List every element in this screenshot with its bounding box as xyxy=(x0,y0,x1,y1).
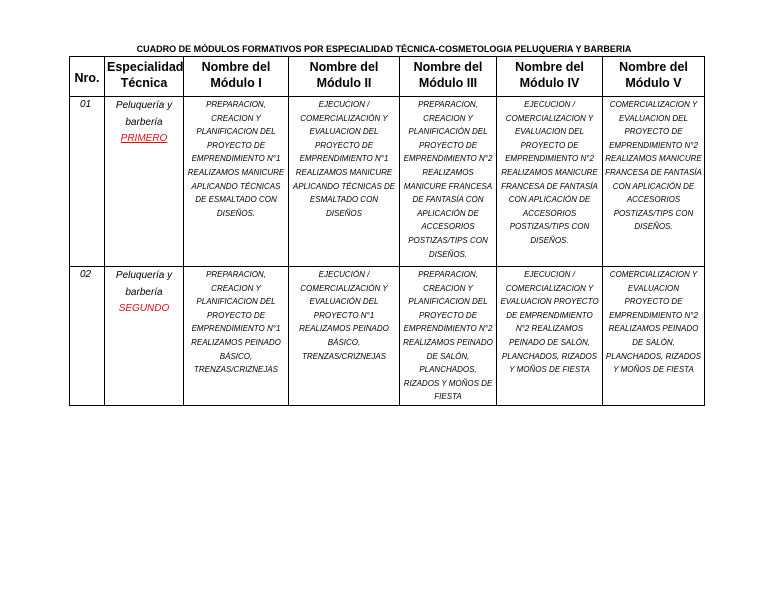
modulo-5-cell: COMERCIALIZACION Y EVALUACION DEL PROYECTO DE EMPRENDIMIENTO N°2 REALIZAMOS MANICURE FRANCESA DE FANTASÍA CON APLICACIÓN DE ACCESORIOS POSTIZAS/TIPS CON DISEÑOS. xyxy=(603,97,705,267)
modulo-2-cell: EJECUCIÓN / COMERCIALIZACIÓN Y EVALUACIÓN DEL PROYECTO N°1 REALIZAMOS PEINADO BÁSICO, TRENZAS/CRIZNEJAS xyxy=(289,267,400,406)
table-row xyxy=(70,97,705,267)
document-title: CUADRO DE MÓDULOS FORMATIVOS POR ESPECIALIDAD TÉCNICA-COSMETOLOGIA PELUQUERIA Y BARBERIA xyxy=(136,44,632,54)
modulo-2-cell: EJECUCION / COMERCIALIZACIÓN Y EVALUACION DEL PROYECTO DE EMPRENDIMIENTO N°1 REALIZAMOS MANICURE APLICANDO TÉCNICAS DE ESMALTADO CON DISEÑOS xyxy=(289,97,400,267)
table-row xyxy=(70,267,705,406)
header-modulo-3: Nombre del Módulo III xyxy=(400,57,497,97)
row-especialidad xyxy=(105,267,184,406)
header-modulo-2: Nombre del Módulo II xyxy=(289,57,400,97)
table-header-row xyxy=(70,57,705,97)
header-modulo-1: Nombre del Módulo I xyxy=(184,57,289,97)
header-nro: Nro. xyxy=(70,57,105,97)
modulo-1-cell: PREPARACION, CREACION Y PLANIFICACION DEL PROYECTO DE EMPRENDIMIENTO N°1 REALIZAMOS PEINADO BÁSICO, TRENZAS/CRIZNEJAS xyxy=(184,267,289,406)
header-especialidad: Especialidad Técnica xyxy=(105,57,184,97)
especialidad-name: Peluquería y barbería xyxy=(115,100,173,128)
header-modulo-4: Nombre del Módulo IV xyxy=(497,57,603,97)
modulo-5-cell: COMERCIALIZACION Y EVALUACION PROYECTO DE EMPRENDIMIENTO N°2 REALIZAMOS PEINADO DE SALÓN, PLANCHADOS, RIZADOS Y MOÑOS DE FIESTA xyxy=(603,267,705,406)
especialidad-order: PRIMERO xyxy=(120,133,168,144)
modulo-3-cell: PREPARACION, CREACION Y PLANIFICACIÓN DEL PROYECTO DE EMPRENDIMIENTO N°2 REALIZAMOS MANICURE FRANCESA DE FANTASÍA CON APLICACIÓN DE ACCESORIOS POSTIZAS/TIPS CON DISEÑOS. xyxy=(400,97,497,267)
especialidad-order: SEGUNDO xyxy=(118,303,170,314)
row-number: 01 xyxy=(70,97,105,267)
especialidad-name: Peluquería y barbería xyxy=(115,270,173,298)
modules-table xyxy=(69,56,705,406)
modulo-4-cell: EJECUCION / COMERCIALIZACION Y EVALUACION DEL PROYECTO DE EMPRENDIMIENTO N°2 REALIZAMOS MANICURE FRANCESA DE FANTASÍA CON APLICACIÓN DE ACCESORIOS POSTIZAS/TIPS CON DISEÑOS. xyxy=(497,97,603,267)
modulo-1-cell: PREPARACION, CREACION Y PLANIFICACION DEL PROYECTO DE EMPRENDIMIENTO N°1 REALIZAMOS MANICURE APLICANDO TÉCNICAS DE ESMALTADO CON DISEÑOS. xyxy=(184,97,289,267)
header-modulo-5: Nombre del Módulo V xyxy=(603,57,705,97)
row-number: 02 xyxy=(70,267,105,406)
row-especialidad xyxy=(105,97,184,267)
modulo-4-cell: EJECUCION / COMERCIALIZACION Y EVALUACION PROYECTO DE EMPRENDIMIENTO N°2 REALIZAMOS PEINADO DE SALÓN, PLANCHADOS, RIZADOS Y MOÑOS DE FIESTA xyxy=(497,267,603,406)
modulo-3-cell: PREPARACION, CREACION Y PLANIFICACION DEL PROYECTO DE EMPRENDIMIENTO N°2 REALIZAMOS PEINADO DE SALÓN, PLANCHADOS, RIZADOS Y MOÑOS DE FIESTA xyxy=(400,267,497,406)
